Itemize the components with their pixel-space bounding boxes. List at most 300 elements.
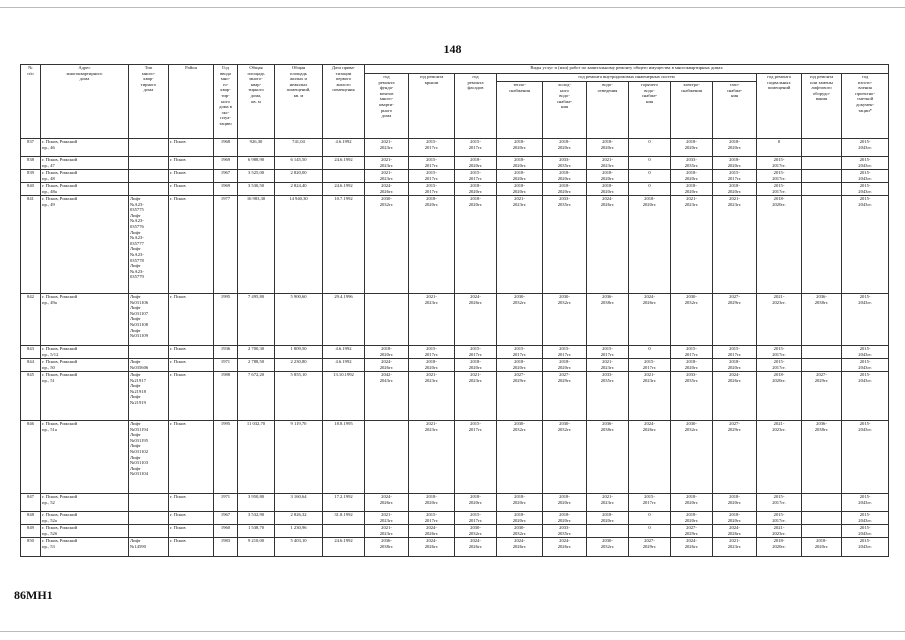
cell-gas: 2018- 2020гг. [713,183,757,196]
cell-roof: 2021- 2023гг. [409,372,455,421]
cell-gas: 2018- 2020гг. [713,139,757,157]
cell-basement: 2015- 2017гг. [757,170,802,183]
cell-heat: 2021- 2023гг. [497,196,543,294]
header-roof: год ремонта крыши [409,74,455,139]
cell-heat: 2015- 2017гг. [497,346,543,359]
cell-district: г. Псков [169,372,214,421]
cell-num: 842 [21,294,41,346]
cell-roof: 2018- 2020гг. [409,494,455,512]
cell-hot-water: 2027- 2029гг. [629,538,671,557]
cell-facade: 2018- 2020гг. [455,359,497,372]
cell-roof: 2015- 2017гг. [409,183,455,196]
header-systems-group: год ремонта внутридомовых инженерных систем [497,74,757,82]
cell-cold-water: 2030- 2032гг. [543,421,587,494]
header-area-total: Общая площадь много- квар- тирного дома, кв. м [238,65,275,139]
cell-gas: 2018- 2020гг. [713,157,757,170]
cell-district: г. Псков [169,538,214,557]
cell-design: 2015- 2043гг. [842,525,889,538]
cell-basement: 2015- 2017гг. [757,346,802,359]
cell-type [129,139,169,157]
cell-num: 846 [21,421,41,494]
cell-electric: 2033- 2035гг. [671,372,713,421]
cell-heat: 2024- 2026гг. [497,538,543,557]
cell-type: Лифт №035606 [129,359,169,372]
cell-electric: 2018- 2020гг. [671,359,713,372]
cell-roof: 2018- 2020гг. [409,196,455,294]
cell-num: 837 [21,139,41,157]
cell-facade: 2024- 2026гг. [455,538,497,557]
cell-type [129,346,169,359]
header-electric: электро- снабжения [671,82,713,139]
cell-gas: 2018- 2020гг. [713,359,757,372]
cell-hot-water: 0 [629,525,671,538]
cell-address: г. Псков, Рижский пр., 5/12 [41,346,129,359]
cell-elevator [802,512,842,525]
cell-foundation: 2021- 2023гг. [365,525,409,538]
cell-drainage: 2036- 2038гг. [587,294,629,346]
header-num: № п/п [21,65,41,139]
cell-priv-date [323,170,365,183]
table-body [21,139,889,557]
capital-repair-table [20,64,889,557]
cell-facade: 2015- 2017гг. [455,512,497,525]
cell-area-living: 741,04 [275,139,323,157]
cell-cold-water: 2018- 2020гг. [543,139,587,157]
cell-address: г. Псков, Рижский пр., 49а [41,294,129,346]
cell-electric: 2018- 2020гг. [671,494,713,512]
cell-district: г. Псков [169,346,214,359]
cell-num: 838 [21,157,41,170]
scan-edge-top [0,7,905,8]
cell-hot-water: 0 [629,139,671,157]
cell-hot-water: 0 [629,170,671,183]
cell-priv-date: 29.4.1996 [323,294,365,346]
cell-foundation: 2030- 2032гг. [365,196,409,294]
table-row [21,183,889,196]
cell-year: 1995 [214,294,238,346]
cell-gas: 2018- 2020гг. [713,512,757,525]
cell-basement: 2015- 2017гг. [757,183,802,196]
cell-area-total: 1 538,70 [238,525,275,538]
cell-heat: 2018- 2020гг. [497,183,543,196]
cell-heat: 2030- 2032гг. [497,525,543,538]
cell-basement: 2015- 2017гг. [757,512,802,525]
cell-facade: 2015- 2017гг. [455,139,497,157]
cell-heat: 2018- 2020гг. [497,139,543,157]
cell-gas: 2015- 2017гг. [713,346,757,359]
cell-elevator [802,196,842,294]
cell-year: 1967 [214,512,238,525]
cell-num: 840 [21,183,41,196]
cell-electric: 2033- 2035гг. [671,157,713,170]
cell-design: 2015- 2043гг. [842,494,889,512]
table-row [21,494,889,512]
cell-foundation: 2021- 2023гг. [365,170,409,183]
cell-cold-water: 2033- 2035гг. [543,157,587,170]
cell-cold-water: 2030- 2032гг. [543,294,587,346]
cell-type: Лифт №А23- 035775 Лифт №А23- 035776 Лифт №А23- 035777 Лифт №А23- 035778 Лифт №А23- 035779 [129,196,169,294]
cell-basement: 2018- 2020гг. [757,538,802,557]
cell-facade: 2015- 2017гг. [455,421,497,494]
table-row [21,294,889,346]
cell-gas: 2024- 2026гг. [713,525,757,538]
cell-cold-water: 2018- 2020гг. [543,512,587,525]
cell-design: 2015- 2043гг. [842,359,889,372]
cell-address: г. Псков, Рижский пр., 46 [41,139,129,157]
cell-year: 1977 [214,196,238,294]
cell-address: г. Псков, Рижский пр., 47 [41,157,129,170]
cell-area-total: 16 983,30 [238,196,275,294]
cell-address: г. Псков, Рижский пр., 50 [41,359,129,372]
cell-area-living: 5 900,60 [275,294,323,346]
cell-area-total: 2 700,30 [238,346,275,359]
cell-num: 848 [21,512,41,525]
cell-area-living: 5 855,10 [275,372,323,421]
cell-year: 1969 [214,157,238,170]
cell-design: 2015- 2043гг. [842,139,889,157]
cell-drainage: 2018- 2020гг. [587,139,629,157]
cell-address: г. Псков, Рижский пр., 51а [41,421,129,494]
cell-address: г. Псков, Рижский пр., 53 [41,538,129,557]
cell-area-living: 1 230,96 [275,525,323,538]
cell-num: 845 [21,372,41,421]
cell-facade: 2018- 2020гг. [455,494,497,512]
cell-area-living: 2 230,80 [275,359,323,372]
cell-elevator [802,139,842,157]
cell-facade: 2015- 2017гг. [455,170,497,183]
cell-hot-water: 2018- 2020гг. [629,196,671,294]
cell-year: 1995 [214,421,238,494]
cell-electric: 2018- 2020гг. [671,139,713,157]
cell-roof: 2015- 2017гг. [409,139,455,157]
cell-district: г. Псков [169,183,214,196]
table-row [21,525,889,538]
cell-heat: 2030- 2032гг. [497,294,543,346]
cell-drainage [587,525,629,538]
cell-area-total: 9 210,00 [238,538,275,557]
cell-cold-water: 2027- 2029гг. [543,372,587,421]
cell-drainage: 2036- 2038гг. [587,421,629,494]
cell-priv-date: 13.10.1992 [323,372,365,421]
header-year: Год ввода мно- го- квар- тир- ного дома в экс- плуа- тацию [214,65,238,139]
cell-year: 1960 [214,525,238,538]
cell-num: 844 [21,359,41,372]
cell-foundation: 2021- 2023гг. [365,512,409,525]
cell-area-total: 3 525,00 [238,170,275,183]
cell-priv-date: 4.6.1992 [323,359,365,372]
cell-drainage: 2033- 2035гг. [587,372,629,421]
cell-area-total: 926,30 [238,139,275,157]
cell-address: г. Псков, Рижский пр., 48 [41,170,129,183]
cell-type: Лифт №14590 [129,538,169,557]
cell-facade: 2018- 2020гг. [455,157,497,170]
cell-type [129,170,169,183]
header-basement: год ремонта подвальных помещений [757,74,802,139]
cell-cold-water: 2018- 2020гг. [543,183,587,196]
cell-design: 2015- 2043гг. [842,346,889,359]
cell-area-living: 5 403,10 [275,538,323,557]
table-row [21,139,889,157]
cell-roof: 2015- 2017гг. [409,346,455,359]
cell-electric: 2021- 2023гг. [671,196,713,294]
table-row [21,421,889,494]
cell-hot-water: 0 [629,157,671,170]
cell-electric: 2030- 2032гг. [671,294,713,346]
cell-area-total: 7 672,20 [238,372,275,421]
header-address: Адрес многоквартирного дома [41,65,129,139]
cell-num: 843 [21,346,41,359]
cell-gas: 2024- 2026гг. [713,372,757,421]
cell-area-total: 3 950,80 [238,494,275,512]
cell-foundation: 2024- 2026гг. [365,359,409,372]
cell-year: 1936 [214,346,238,359]
table-header [21,65,889,139]
cell-basement: 2015- 2017гг. [757,359,802,372]
cell-hot-water: 2024- 2026гг. [629,421,671,494]
cell-basement: 2015- 2017гг. [757,494,802,512]
cell-elevator [802,494,842,512]
header-works-group: Виды услуг и (или) работ по капитальному ремонту общего имущества в многоквартирных домах [365,65,889,74]
cell-roof: 2015- 2017гг. [409,170,455,183]
cell-design: 2015- 2043гг. [842,157,889,170]
cell-type [129,512,169,525]
cell-gas: 2018- 2020гг. [713,494,757,512]
cell-foundation: 2021- 2023гг. [365,139,409,157]
cell-elevator [802,359,842,372]
cell-facade: 2018- 2020гг. [455,196,497,294]
table-row [21,372,889,421]
cell-type [129,525,169,538]
header-priv-date: Дата прива- тизации первого жилого помещения [323,65,365,139]
cell-area-living: 2 824,40 [275,183,323,196]
cell-cold-water: 2018- 2020гг. [543,494,587,512]
cell-roof: 2015- 2017гг. [409,512,455,525]
cell-design: 2015- 2043гг. [842,196,889,294]
header-cold-water: холод- ного водо- снабже- ния [543,82,587,139]
cell-address: г. Псков, Рижский пр., 52 [41,494,129,512]
cell-district: г. Псков [169,294,214,346]
cell-foundation: 2024- 2026гг. [365,494,409,512]
cell-gas: 2027- 2029гг. [713,421,757,494]
cell-heat: 2030- 2032гг. [497,421,543,494]
cell-district: г. Псков [169,196,214,294]
cell-elevator [802,183,842,196]
cell-hot-water: 0 [629,346,671,359]
cell-electric: 2018- 2020гг. [671,183,713,196]
table-row [21,170,889,183]
cell-address: г. Псков, Рижский пр., 52б [41,525,129,538]
table-row [21,157,889,170]
cell-year: 1983 [214,538,238,557]
cell-district: г. Псков [169,139,214,157]
cell-area-living: 14 940,30 [275,196,323,294]
cell-num: 849 [21,525,41,538]
cell-area-living: 3 160,64 [275,494,323,512]
cell-elevator: 2027- 2029гг. [802,372,842,421]
cell-year: 1988 [214,372,238,421]
cell-foundation: 2018- 2020гг. [365,346,409,359]
cell-area-living: 2 826,32 [275,512,323,525]
cell-hot-water: 2015- 2017гг. [629,359,671,372]
cell-type: Лифт №21917 Лифт №21918 Лифт №21919 [129,372,169,421]
cell-district: г. Псков [169,512,214,525]
cell-area-total: 7 495,80 [238,294,275,346]
cell-electric: 2024- 2026гг. [671,538,713,557]
cell-design: 2015- 2043гг. [842,294,889,346]
cell-gas: 2021- 2023гг. [713,196,757,294]
cell-foundation: 2036- 2038гг. [365,538,409,557]
header-foundation: год ремонта фунда- ментов много- кварти- рного дома [365,74,409,139]
table-row [21,512,889,525]
cell-roof: 2021- 2023гг. [409,294,455,346]
cell-year: 1967 [214,170,238,183]
cell-facade: 2015- 2017гг. [455,346,497,359]
cell-priv-date [323,525,365,538]
cell-heat: 2018- 2020гг. [497,157,543,170]
cell-roof: 2015- 2017гг. [409,157,455,170]
cell-elevator [802,157,842,170]
cell-cold-water: 2033- 2035гг. [543,525,587,538]
cell-address: г. Псков, Рижский пр., 49 [41,196,129,294]
cell-electric: 2027- 2029гг. [671,525,713,538]
cell-basement: 2021- 2023гг. [757,294,802,346]
cell-design: 2015- 2043гг. [842,421,889,494]
cell-hot-water: 0 [629,512,671,525]
cell-hot-water: 0 [629,183,671,196]
cell-area-living: 6 145,50 [275,157,323,170]
cell-drainage: 2021- 2023гг. [587,494,629,512]
cell-design: 2015- 2043гг. [842,512,889,525]
cell-area-total: 3 532,90 [238,512,275,525]
cell-drainage: 2021- 2023гг. [587,359,629,372]
cell-area-total: 6 988,90 [238,157,275,170]
cell-priv-date: 24.6.1992 [323,157,365,170]
cell-elevator: 2036- 2038гг. [802,421,842,494]
cell-foundation: 2024- 2026гг. [365,183,409,196]
cell-type [129,183,169,196]
cell-priv-date: 10.7.1992 [323,196,365,294]
header-elevator: год ремонта или замены лифтового оборудо- вания [802,74,842,139]
cell-num: 841 [21,196,41,294]
cell-basement: 2021- 2023гг. [757,525,802,538]
cell-hot-water: 2015- 2017гг. [629,494,671,512]
cell-design: 2015- 2043гг. [842,170,889,183]
cell-num: 839 [21,170,41,183]
cell-drainage: 2021- 2023гг. [587,157,629,170]
header-gas: газо- снабже- ния [713,82,757,139]
cell-district: г. Псков [169,157,214,170]
cell-drainage: 2015- 2017гг. [587,346,629,359]
cell-gas: 2015- 2017гг. [713,170,757,183]
cell-year: 1971 [214,494,238,512]
cell-basement: 2018- 2020гг. [757,372,802,421]
table-row [21,538,889,557]
cell-drainage: 2024- 2026гг. [587,196,629,294]
footer-code: 86МН1 [14,588,53,602]
cell-roof: 2021- 2023гг. [409,421,455,494]
cell-address: г. Псков, Рижский пр., 52а [41,512,129,525]
cell-num: 847 [21,494,41,512]
cell-elevator [802,346,842,359]
cell-area-living: 1 809,50 [275,346,323,359]
cell-type [129,157,169,170]
cell-address: г. Псков, Рижский пр., 48а [41,183,129,196]
cell-priv-date: 4.6.1992 [323,139,365,157]
table-row [21,196,889,294]
cell-basement: 0 [757,139,802,157]
cell-hot-water: 2021- 2023гг. [629,372,671,421]
cell-facade: 2030- 2032гг. [455,525,497,538]
cell-heat: 2018- 2020гг. [497,512,543,525]
cell-design: 2015- 2043гг. [842,538,889,557]
cell-roof: 2018- 2020гг. [409,359,455,372]
header-heat: тепло- снабжения [497,82,543,139]
cell-cold-water: 2018- 2020гг. [543,170,587,183]
cell-basement: 2021- 2023гг. [757,421,802,494]
cell-facade: 2024- 2026гг. [455,294,497,346]
header-facade: год ремонта фасадов [455,74,497,139]
cell-area-total: 11 032,70 [238,421,275,494]
cell-priv-date: 17.2.1992 [323,494,365,512]
header-hot-water: горячего водо- снабже- ния [629,82,671,139]
cell-heat: 2018- 2020гг. [497,359,543,372]
cell-foundation: 2042- 2043гг. [365,372,409,421]
header-district: Район [169,65,214,139]
cell-gas: 2021- 2023гг. [713,538,757,557]
cell-type [129,494,169,512]
cell-drainage: 2030- 2032гг. [587,538,629,557]
cell-year: 1969 [214,183,238,196]
cell-area-living: 9 119,70 [275,421,323,494]
cell-type: Лифт №031194 Лифт №031195 Лифт №031102 Лифт №031103 Лифт №031104 [129,421,169,494]
cell-basement: 2018- 2020гг. [757,196,802,294]
header-area-living: Общая площадь жилых и нежилых помещений, кв. м [275,65,323,139]
cell-facade: 2021- 2023гг. [455,372,497,421]
header-design: год изгото- вления проектно- сметной докумен- тации* [842,74,889,139]
cell-cold-water: 2018- 2020гг. [543,359,587,372]
cell-heat: 2027- 2029гг. [497,372,543,421]
cell-roof: 2024- 2026гг. [409,525,455,538]
scan-edge-bottom [0,631,905,632]
table-row [21,346,889,359]
cell-address: г. Псков, Рижский пр., 51 [41,372,129,421]
cell-priv-date: 4.6.1992 [323,346,365,359]
cell-drainage: 2018- 2020гг. [587,170,629,183]
cell-district: г. Псков [169,494,214,512]
cell-area-living: 2 820,00 [275,170,323,183]
cell-roof: 2024- 2026гг. [409,538,455,557]
cell-elevator [802,170,842,183]
cell-elevator: 2018- 2020гг. [802,538,842,557]
cell-elevator [802,525,842,538]
cell-district: г. Псков [169,359,214,372]
cell-cold-water: 2033- 2035гг. [543,196,587,294]
cell-electric: 2015- 2017гг. [671,346,713,359]
cell-priv-date: 24.6.1992 [323,183,365,196]
cell-drainage: 2018- 2020гг. [587,183,629,196]
cell-gas: 2027- 2029гг. [713,294,757,346]
header-drainage: водо- отведения [587,82,629,139]
cell-num: 850 [21,538,41,557]
cell-electric: 2030- 2032гг. [671,421,713,494]
cell-drainage: 2018- 2020гг. [587,512,629,525]
cell-facade: 2018- 2020гг. [455,183,497,196]
cell-electric: 2018- 2020гг. [671,512,713,525]
header-type: Тип много- квар- тирного дома [129,65,169,139]
cell-heat: 2018- 2020гг. [497,494,543,512]
cell-cold-water: 2015- 2017гг. [543,346,587,359]
table-row [21,359,889,372]
